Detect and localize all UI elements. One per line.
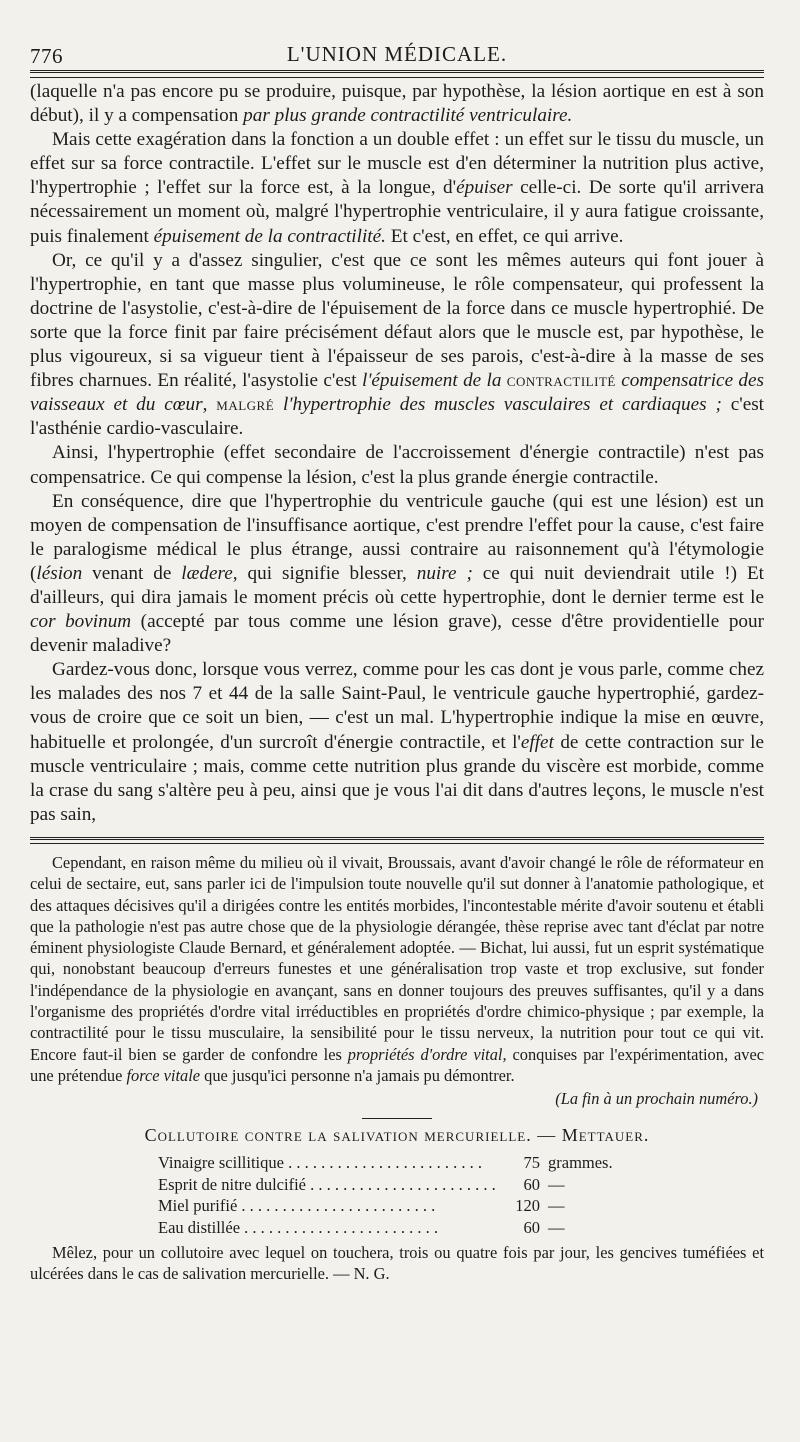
ingredient-quantity: 60 xyxy=(523,1174,540,1194)
ingredient-name: Vinaigre scillitique . . . xyxy=(158,1152,498,1174)
recipe-instructions-text: Mêlez, pour un collutoire avec lequel on touchera, trois ou quatre fois par jour, les gencives tuméfiées et ulcérées dans le cas de salivation mercurielle. — N. G. xyxy=(30,1243,764,1284)
ingredient-quantity: 120 xyxy=(515,1196,540,1216)
recipe-instructions xyxy=(30,1242,764,1285)
footnote xyxy=(30,852,764,1086)
paragraph-3: Or, ce qu'il y a d'assez singulier, c'est que ce sont les mêmes auteurs qui font jouer à l'hypertrophie, en tant que masse plus volumineuse, le rôle compensateur, qui professent la doctrine de l'asystolie, c'est-à-dire de l'épuisement de la force dans ce muscle hypertrophié. De sorte que la force finit par faire précisément défaut alors que le muscle est, par hypothèse, le plus vigoureux, si sa vigueur tient à l'épaisseur de ses parois, c'est-à-dire à la masse de ses fibres charnues. En réalité, l'asystolie c'est l'épuisement de la contractilité compensatrice des vaisseaux et du cœur, malgré l'hypertrophie des muscles vasculaires et cardiaques ; c'est l'asthénie cardio-vasculaire. xyxy=(30,249,765,440)
paragraph-4: Ainsi, l'hypertrophie (effet secondaire de l'accroissement d'énergie contractile) n'est pas compensatrice. Ce qui compense la lésion, c'est la plus grande énergie contractile. xyxy=(30,442,764,488)
ingredient-unit: grammes. xyxy=(548,1153,613,1173)
page xyxy=(30,30,764,1285)
main-text xyxy=(30,80,764,827)
recipe-title: Collutoire contre la salivation mercurielle. — Mettauer. xyxy=(144,1125,650,1146)
ingredient-name: Esprit de nitre dulcifié . . . xyxy=(158,1174,498,1196)
paragraph-2: Mais cette exagération dans la fonction a un double effet : un effet sur le tissu du muscle, un effet sur sa force contractile. L'effet sur le muscle est d'en déterminer la nutrition plus active, l'hypertrophie ; l'effet sur la force est, à la longue, d'épuiser celle-ci. De sorte qu'il arrivera nécessairement un moment où, malgré l'hypertrophie ventriculaire, il y aura fatigue croissante, puis finalement épuisement de la contractilité. Et c'est, en effet, ce qui arrive. xyxy=(30,129,764,247)
running-head xyxy=(30,30,764,68)
ingredient-unit: — xyxy=(548,1174,565,1194)
ingredient-row xyxy=(158,1152,764,1174)
recipe-ingredients xyxy=(158,1152,764,1238)
section-divider xyxy=(362,1118,432,1119)
footnote-text: Cependant, en raison même du milieu où il vivait, Broussais, avant d'avoir changé le rôle de réformateur en celui de sectaire, eut, sans parler ici de l'impulsion toute nouvelle qu'il sut donner à l'anatomie pathologique, et des attaques décisives qu'il a dirigées contre les entités morbides, l'incontestable mérite d'avoir soutenu et établi que la pathologie n'est pas autre chose que de la physiologie dérangée, thèse reprise avec tant d'éclat par notre éminent physiologiste Claude Bernard, et généralement adoptée. — Bichat, lui aussi, fut un esprit systématique qui, nonobstant beaucoup d'erreurs funestes et une généralisation trop vaste et trop exclusive, sut fonder l'indépendance de la physiologie en avançant, sans en donner toujours des preuves suffisantes, qu'il y a dans l'organisme des propriétés d'ordre vital irréductibles en propriétés d'ordre chimico-physique ; par exemple, la contractilité pour le tissu musculaire, la sensibilité pour le tissu nerveux, la nutrition pour tout ce qui vit. Encore faut-il bien se garder de confondre les propriétés d'ordre vital, conquises par l'expérimentation, avec une prétendue force vitale que jusqu'ici personne n'a jamais pu démontrer. xyxy=(30,852,764,1085)
ingredient-unit: — xyxy=(548,1196,565,1216)
ingredient-row xyxy=(158,1217,764,1239)
journal-title: L'UNION MÉDICALE. xyxy=(286,42,508,66)
ingredient-name: Miel purifié . . . xyxy=(158,1195,498,1217)
paragraph-1: (laquelle n'a pas encore pu se produire, puisque, par hypothèse, la lésion aortique en est à son début), il y a compensation par plus grande contractilité ventriculaire. xyxy=(30,81,764,127)
ingredient-quantity: 75 xyxy=(523,1153,540,1173)
footnote-rule xyxy=(30,837,764,844)
paragraph-5: En conséquence, dire que l'hypertrophie du ventricule gauche (qui est une lésion) est un moyen de compensation de l'insuffisance aortique, c'est prendre l'effet pour la cause, c'est faire le paralogisme médical le plus étrange, aussi contraire au raisonnement qu'à l'étymologie (lésion venant de lædere, qui signifie blesser, nuire ; ce qui nuit deviendrait utile !) Et d'ailleurs, qui dira jamais le moment précis où cette hypertrophie, dont le dernier terme est le cor bovinum (accepté par tous comme une lésion grave), cesse d'être providentielle pour devenir maladive? xyxy=(30,490,765,657)
ingredient-unit: — xyxy=(548,1217,565,1237)
ingredient-name: Eau distillée . . . xyxy=(158,1217,498,1239)
header-rule xyxy=(30,70,764,78)
next-issue-note: (La fin à un prochain numéro.) xyxy=(555,1089,758,1109)
page-number: 776 xyxy=(30,44,63,68)
ingredient-quantity: 60 xyxy=(523,1217,540,1237)
ingredient-row xyxy=(158,1195,764,1217)
paragraph-6: Gardez-vous donc, lorsque vous verrez, comme pour les cas dont je vous parle, comme chez les malades des nos 7 et 44 de la salle Saint-Paul, le ventricule gauche hypertrophié, gardez-vous de croire que ce soit un bien, — c'est un mal. L'hypertrophie indique la mise en œuvre, habituelle et prolongée, d'un surcroît d'énergie contractile, et l'effet de cette contraction sur le muscle ventriculaire ; mais, comme cette nutrition plus grande du viscère est morbide, comme la crase du sang s'altère peu à peu, ainsi que je vous l'ai dit dans d'autres leçons, le muscle n'est pas sain, xyxy=(30,659,764,825)
ingredient-row xyxy=(158,1174,764,1196)
